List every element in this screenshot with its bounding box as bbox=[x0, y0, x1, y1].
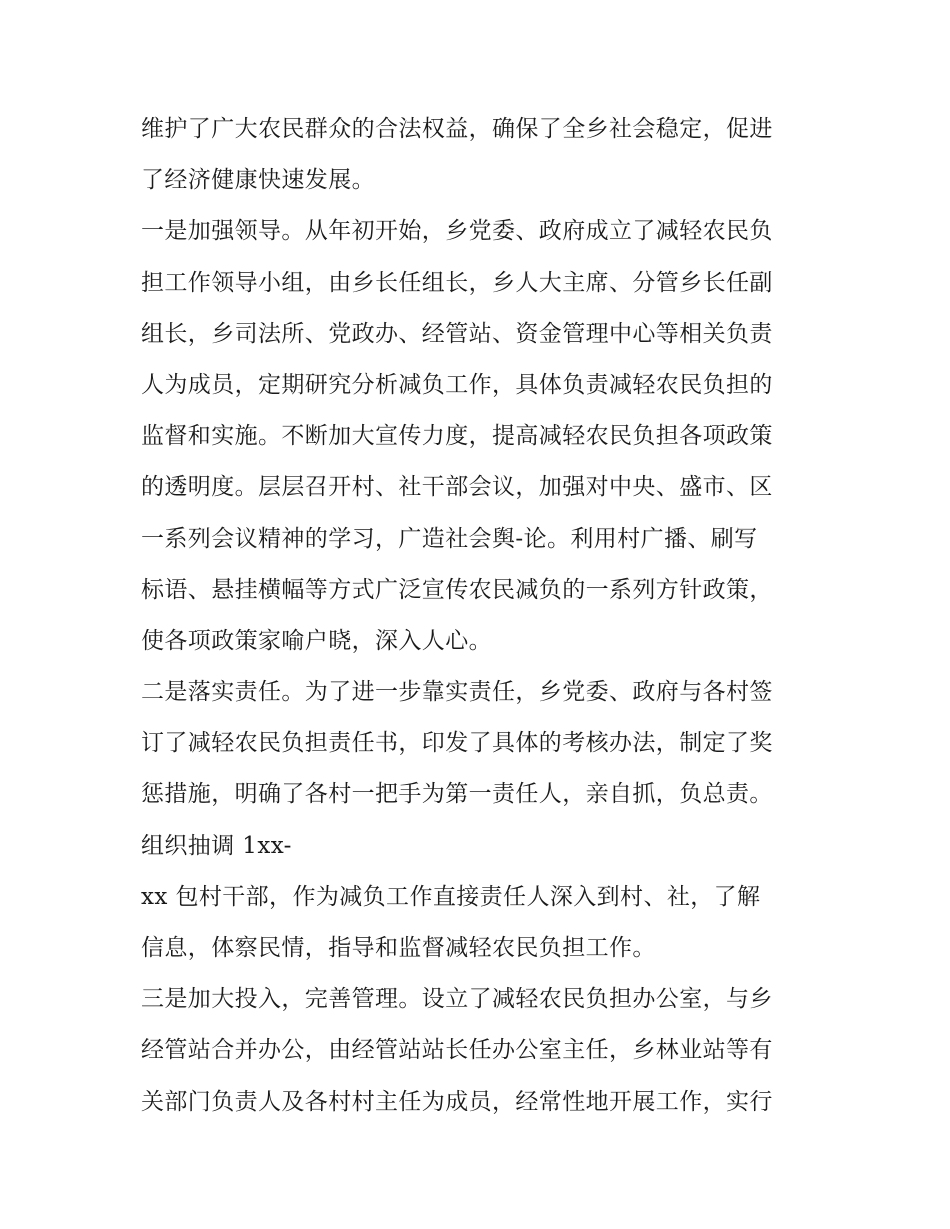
text-line: 组织抽调 1xx- bbox=[141, 832, 292, 859]
text-line: 经管站合并办公，由经管站站长任办公室主任，乡林业站等有 bbox=[141, 1037, 773, 1064]
text-line: 维护了广大农民群众的合法权益，确保了全乡社会稳定，促进 bbox=[141, 116, 773, 142]
text-line: 使各项政策家喻户晓，深入人心。 bbox=[141, 627, 492, 654]
text-line: 了经济健康快速发展。 bbox=[141, 167, 375, 194]
text-line: 订了减轻农民负担责任书，印发了具体的考核办法，制定了奖 bbox=[141, 730, 773, 757]
text-line: 惩措施，明确了各村一把手为第一责任人，亲自抓，负总责。 bbox=[141, 781, 773, 808]
text-line: 监督和实施。不断加大宣传力度，提高减轻农民负担各项政策 bbox=[141, 423, 773, 450]
text-line: 标语、悬挂横幅等方式广泛宣传农民减负的一系列方针政策， bbox=[141, 576, 773, 603]
text-line: 人为成员，定期研究分析减负工作，具体负责减轻农民负担的 bbox=[141, 371, 773, 398]
text-line: 担工作领导小组，由乡长任组长，乡人大主席、分管乡长任副 bbox=[141, 269, 773, 296]
text-line: 组长，乡司法所、党政办、经管站、资金管理中心等相关负责 bbox=[141, 320, 773, 347]
text-line: xx 包村干部，作为减负工作直接责任人深入到村、社，了解 bbox=[141, 883, 761, 910]
text-line: 关部门负责人及各村村主任为成员，经常性地开展工作，实行 bbox=[141, 1088, 773, 1115]
text-line: 信息，体察民情，指导和监督减轻农民负担工作。 bbox=[141, 935, 656, 961]
text-line: 的透明度。层层召开村、社干部会议，加强对中央、盛市、区 bbox=[141, 474, 773, 501]
text-line: 三是加大投入，完善管理。设立了减轻农民负担办公室，与乡 bbox=[141, 986, 773, 1013]
document-body bbox=[141, 104, 821, 1128]
text-line: 二是落实责任。为了进一步靠实责任，乡党委、政府与各村签 bbox=[141, 679, 773, 706]
text-line: 一系列会议精神的学习，广造社会舆-论。利用村广播、刷写 bbox=[141, 525, 758, 552]
text-line: 一是加强领导。从年初开始，乡党委、政府成立了减轻农民负 bbox=[141, 218, 773, 245]
